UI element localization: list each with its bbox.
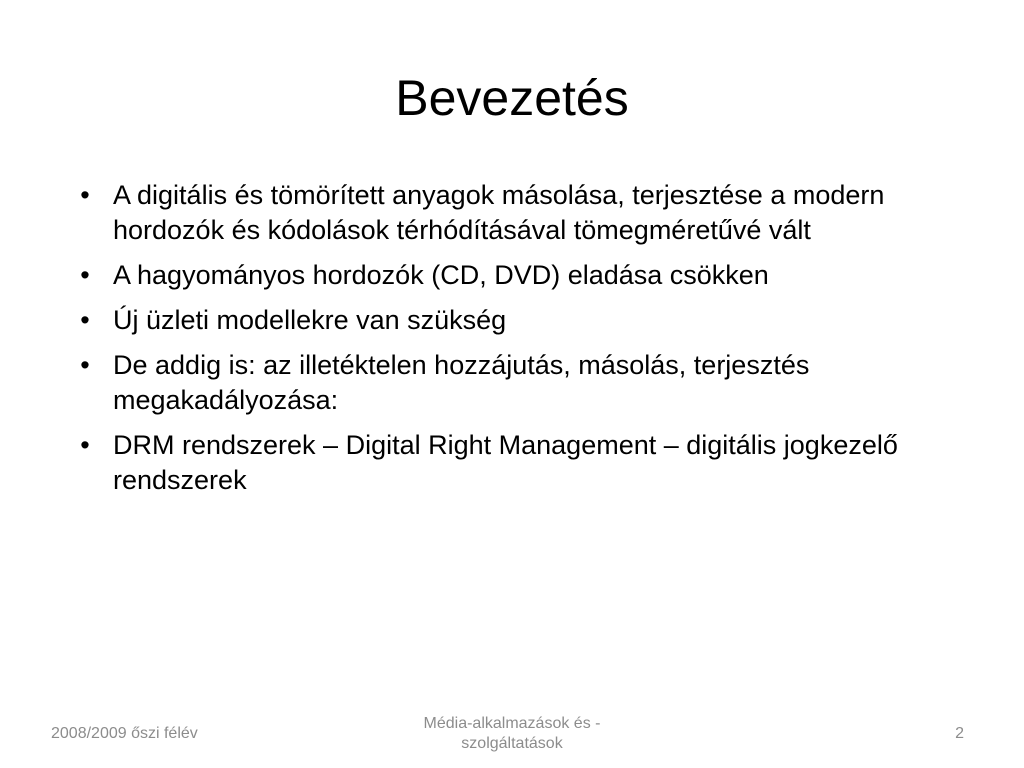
bullet-icon: •	[80, 350, 90, 380]
bullet-item	[75, 258, 990, 293]
bullet-text: A digitális és tömörített anyagok másolása, terjesztése a modern hordozók és kódolások térhódításával tömegméretűvé vált	[113, 180, 885, 245]
bullet-list	[75, 178, 990, 508]
bullet-icon: •	[80, 260, 90, 290]
bullet-icon: •	[80, 180, 90, 210]
footer-course-line-2: szolgáltatások	[461, 735, 563, 752]
bullet-item	[75, 178, 990, 248]
bullet-item	[75, 348, 990, 418]
bullet-text: De addig is: az illetéktelen hozzájutás, másolás, terjesztés megakadályozása:	[113, 350, 810, 415]
footer-date: 2008/2009 őszi félév	[51, 725, 198, 742]
slide-title: Bevezetés	[395, 70, 629, 126]
bullet-icon: •	[80, 305, 90, 335]
footer-page-number: 2	[955, 725, 964, 742]
bullet-item	[75, 428, 990, 498]
bullet-text: Új üzleti modellekre van szükség	[113, 305, 507, 335]
bullet-text: A hagyományos hordozók (CD, DVD) eladása csökken	[113, 260, 769, 290]
bullet-text: DRM rendszerek – Digital Right Management – digitális jogkezelő rendszerek	[113, 430, 898, 495]
bullet-item	[75, 303, 990, 338]
bullet-icon: •	[80, 430, 90, 460]
footer-course	[352, 714, 672, 754]
footer-course-line-1: Média-alkalmazások és -	[423, 715, 601, 732]
